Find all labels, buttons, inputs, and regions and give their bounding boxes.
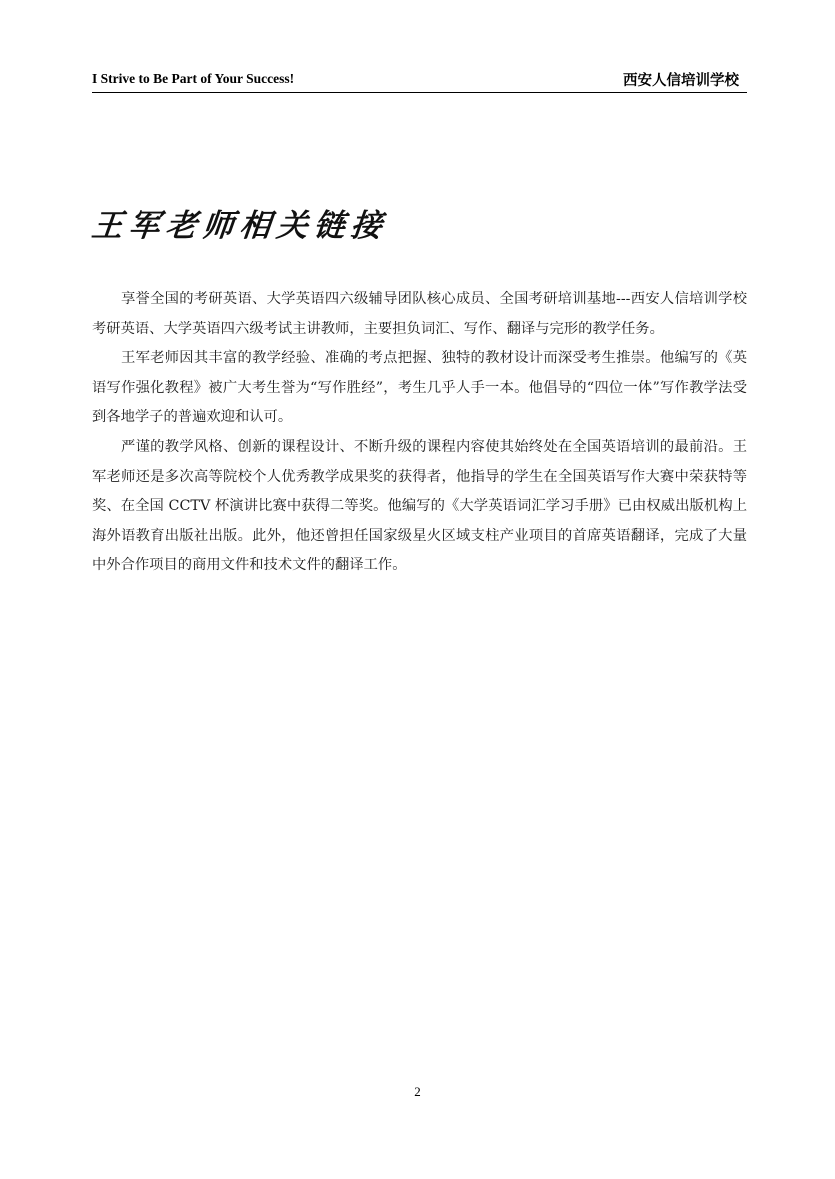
header-school-name: 西安人信培训学校 — [623, 73, 739, 89]
header-slogan: I Strive to Be Part of Your Success! — [92, 71, 295, 86]
body-text — [92, 285, 747, 581]
page-number: 2 — [414, 1084, 421, 1099]
page-header — [92, 68, 747, 93]
paragraph-2: 王军老师因其丰富的教学经验、准确的考点把握、独特的教材设计而深受考生推崇。他编写的《英语写作强化教程》被广大考生誉为“写作胜经”，考生几乎人手一本。他倡导的“四位一体”写作教学法受到各地学子的普遍欢迎和认可。 — [92, 350, 747, 426]
paragraph-3: 严谨的教学风格、创新的课程设计、不断升级的课程内容使其始终处在全国英语培训的最前沿。王军老师还是多次高等院校个人优秀教学成果奖的获得者，他指导的学生在全国英语写作大赛中荣获特等奖、在全国 CCTV 杯演讲比赛中获得二等奖。他编写的《大学英语词汇学习手册》已由权威出版机构上海外语教育出版社出版。此外，他还曾担任国家级星火区域支柱产业项目的首席英语翻译，完成了大量中外合作项目的商用文件和技术文件的翻译工作。 — [92, 438, 747, 574]
paragraph-1: 享誉全国的考研英语、大学英语四六级辅导团队核心成员、全国考研培训基地---西安人信培训学校考研英语、大学英语四六级考试主讲教师，主要担负词汇、写作、翻译与完形的教学任务。 — [92, 291, 747, 337]
page-title: 王军老师相关链接 — [89, 208, 390, 244]
